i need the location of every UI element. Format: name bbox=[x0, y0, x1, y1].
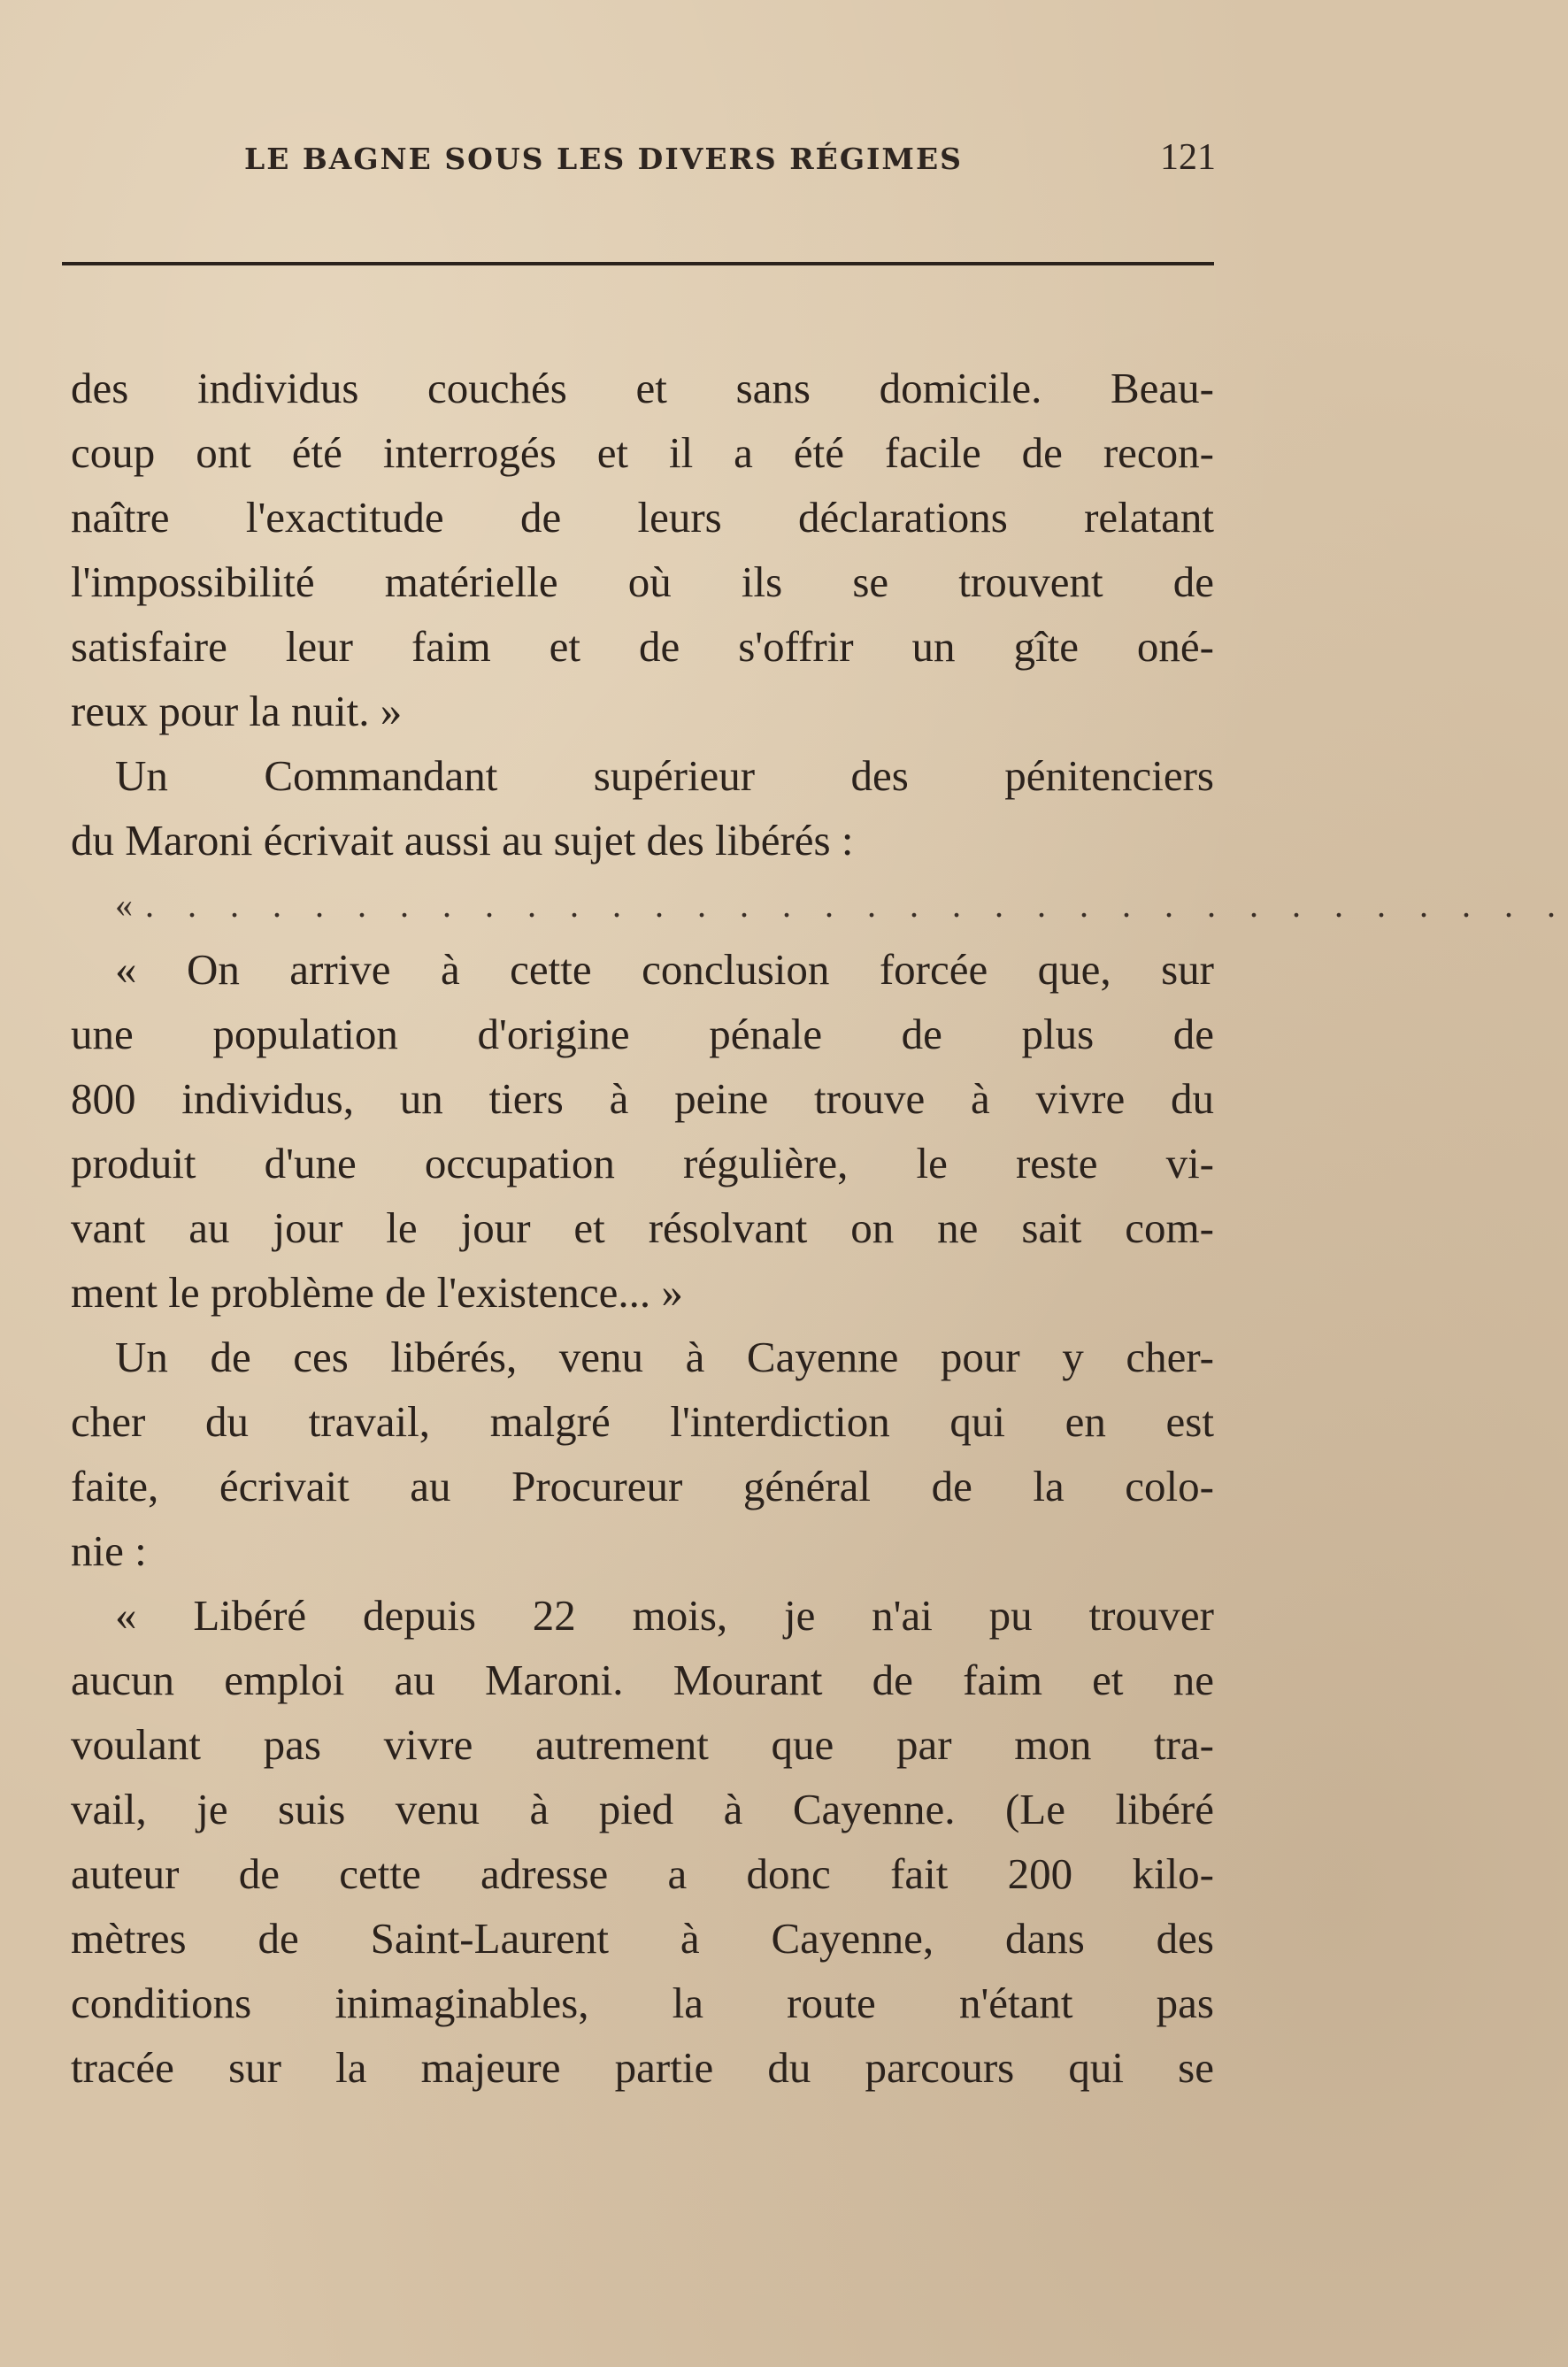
text-line: ment le problème de l'existence... » bbox=[71, 1268, 683, 1317]
text-line: « Libéré depuis 22 mois, je n'ai pu trouver bbox=[115, 1591, 1214, 1640]
text-line: produit d'une occupation régulière, le reste vi- bbox=[71, 1139, 1214, 1187]
body-text bbox=[71, 356, 1568, 2100]
text-line: naître l'exactitude de leurs déclarations relatant bbox=[71, 493, 1214, 542]
text-line: une population d'origine pénale de plus de bbox=[71, 1010, 1214, 1058]
text-line: satisfaire leur faim et de s'offrir un gîte oné- bbox=[71, 622, 1214, 671]
text-line: auteur de cette adresse a donc fait 200 kilo- bbox=[71, 1849, 1214, 1898]
text-line: cher du travail, malgré l'interdiction qui en est bbox=[71, 1397, 1214, 1446]
page-number: 121 bbox=[1160, 137, 1216, 178]
elision-line: «. . . . . . . . . . . . . . . . . . . . . . . . . . . . . . . . . . bbox=[115, 885, 1568, 925]
text-line: reux pour la nuit. » bbox=[71, 687, 403, 735]
text-line: vail, je suis venu à pied à Cayenne. (Le libéré bbox=[71, 1785, 1214, 1833]
text-line: l'impossibilité matérielle où ils se trouvent de bbox=[71, 557, 1214, 606]
text-line: du Maroni écrivait aussi au sujet des libérés : bbox=[71, 816, 854, 865]
text-line: Un de ces libérés, venu à Cayenne pour y cher- bbox=[115, 1333, 1214, 1381]
text-line: 800 individus, un tiers à peine trouve à vivre du bbox=[71, 1074, 1214, 1123]
running-title: LE BAGNE SOUS LES DIVERS RÉGIMES bbox=[244, 142, 963, 176]
text-line: mètres de Saint-Laurent à Cayenne, dans des bbox=[71, 1914, 1214, 1963]
text-line: faite, écrivait au Procureur général de la colo- bbox=[71, 1462, 1214, 1510]
text-line: « On arrive à cette conclusion forcée que, sur bbox=[115, 945, 1214, 994]
text-line: vant au jour le jour et résolvant on ne sait com- bbox=[71, 1203, 1214, 1252]
text-line: voulant pas vivre autrement que par mon tra- bbox=[71, 1720, 1214, 1769]
running-head bbox=[65, 137, 1216, 195]
text-line: tracée sur la majeure partie du parcours qui se bbox=[71, 2043, 1214, 2092]
text-line: coup ont été interrogés et il a été facile de recon- bbox=[71, 428, 1214, 477]
text-line: conditions inimaginables, la route n'étant pas bbox=[71, 1979, 1214, 2027]
header-rule bbox=[62, 262, 1214, 265]
text-line: aucun emploi au Maroni. Mourant de faim et ne bbox=[71, 1656, 1214, 1704]
text-line: Un Commandant supérieur des pénitenciers bbox=[115, 751, 1214, 800]
text-line: nie : bbox=[71, 1526, 147, 1575]
text-line: des individus couchés et sans domicile. Beau- bbox=[71, 364, 1214, 412]
